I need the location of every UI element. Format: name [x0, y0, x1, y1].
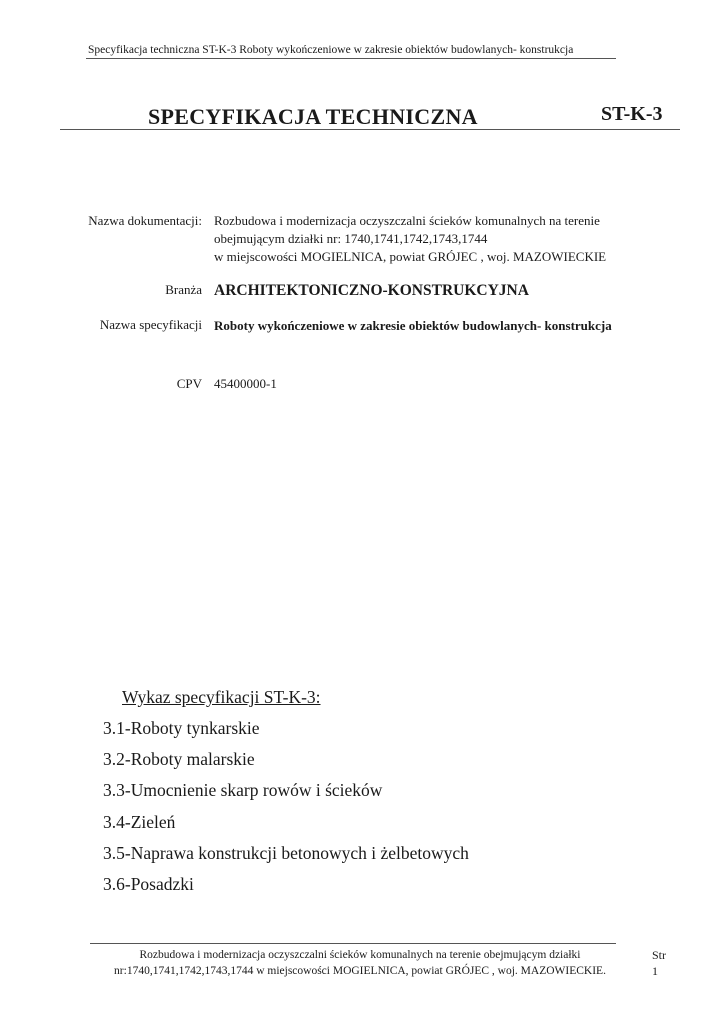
branch-label: Branża — [165, 282, 202, 297]
spec-name-value: Roboty wykończeniowe w zakresie obiektów budowlanych- konstrukcja — [214, 318, 612, 333]
header-rule — [86, 58, 616, 59]
footer-text — [80, 947, 640, 979]
toc-item: 3.5-Naprawa konstrukcji betonowych i żelbetowych — [103, 843, 469, 863]
toc-item: 3.3-Umocnienie skarp rowów i ścieków — [103, 780, 383, 800]
cpv-value: 45400000-1 — [214, 376, 277, 391]
footer-line: Rozbudowa i modernizacja oczyszczalni ścieków komunalnych na terenie obejmującym działki — [139, 949, 581, 961]
doc-name-line: obejmującym działki nr: 1740,1741,1742,1743,1744 — [214, 231, 488, 246]
doc-name-label: Nazwa dokumentacji: — [88, 213, 202, 228]
spec-name-label: Nazwa specyfikacji — [99, 317, 202, 332]
toc-heading: Wykaz specyfikacji ST-K-3: — [122, 687, 321, 707]
toc-item: 3.1-Roboty tynkarskie — [103, 718, 260, 738]
doc-name-line: Rozbudowa i modernizacja oczyszczalni ścieków komunalnych na terenie — [214, 213, 600, 228]
spec-code: ST-K-3 — [601, 103, 663, 125]
footer-rule — [90, 943, 616, 944]
page-number: 1 — [652, 964, 658, 978]
toc-item: 3.6-Posadzki — [103, 874, 194, 894]
branch-value: ARCHITEKTONICZNO-KONSTRUKCYJNA — [214, 282, 529, 299]
page-label: Str — [652, 948, 667, 962]
doc-name-line: w miejscowości MOGIELNICA, powiat GRÓJEC , woj. MAZOWIECKIE — [214, 249, 607, 264]
running-header: Specyfikacja techniczna ST-K-3 Roboty wykończeniowe w zakresie obiektów budowlanych- konstrukcja — [88, 44, 574, 56]
document-title: SPECYFIKACJA TECHNICZNA — [148, 104, 478, 129]
title-rule — [60, 129, 680, 130]
doc-name-value — [214, 212, 606, 266]
toc-item: 3.4-Zieleń — [103, 812, 176, 832]
page-number-block — [652, 947, 666, 979]
footer-line: nr:1740,1741,1742,1743,1744 w miejscowości MOGIELNICA, powiat GRÓJEC , woj. MAZOWIECKIE. — [114, 965, 606, 977]
toc-item: 3.2-Roboty malarskie — [103, 749, 255, 769]
cpv-label: CPV — [176, 376, 202, 391]
